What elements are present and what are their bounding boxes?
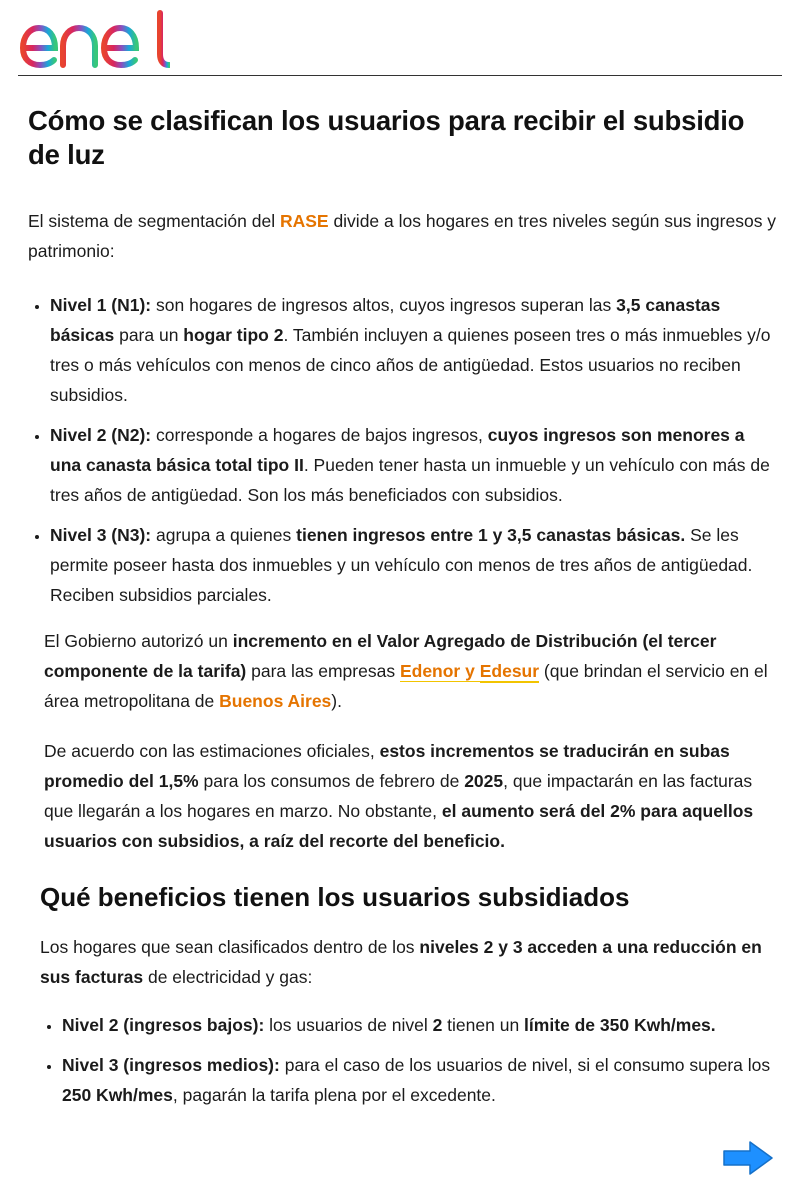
arrow-right-icon: [722, 1140, 774, 1176]
buenos-aires-link[interactable]: Buenos Aires: [219, 691, 332, 711]
next-arrow-button[interactable]: [722, 1140, 774, 1181]
benefit-item-1: • Nivel 2 (ingresos bajos): los usuarios de nivel 2 tienen un límite de 350 Kwh/mes.: [62, 1010, 780, 1040]
rase-link[interactable]: RASE: [279, 211, 329, 231]
enel-logo[interactable]: [18, 8, 170, 68]
levels-list: [28, 290, 780, 610]
benefits-heading: Qué beneficios tienen los usuarios subsidiados: [40, 882, 630, 912]
benefits-list: [40, 1010, 780, 1110]
intro-paragraph: El sistema de segmentación del RASE divide a los hogares en tres niveles según sus ingresos y patrimonio:: [28, 211, 777, 261]
edenor-link[interactable]: Edenor: [399, 661, 461, 681]
level-item-1: • Nivel 1 (N1): son hogares de ingresos altos, cuyos ingresos superan las 3,5 canastas básicas para un hogar tipo 2. También incluyen a quienes poseen tres o más inmuebles y/o tres o más vehículos con menos de cinco años de antigüedad. Estos usuarios no reciben subsidios.: [50, 290, 780, 410]
benefit-item-2: • Nivel 3 (ingresos medios): para el caso de los usuarios de nivel, si el consumo supera los 250 Kwh/mes, pagarán la tarifa plena por el excedente.: [62, 1050, 780, 1110]
edesur-link[interactable]: Edesur: [479, 661, 540, 681]
article: [28, 104, 780, 1120]
article-title: Cómo se clasifican los usuarios para recibir el subsidio de luz: [28, 105, 745, 170]
header: [18, 8, 782, 76]
level-item-2: • Nivel 2 (N2): corresponde a hogares de bajos ingresos, cuyos ingresos son menores a una canasta básica total tipo II. Pueden tener hasta un inmueble y un vehículo con más de tres años de antigüedad. Son los más beneficiados con subsidios.: [50, 420, 780, 510]
government-paragraph: El Gobierno autorizó un incremento en el Valor Agregado de Distribución (el tercer componente de la tarifa) para las empresas Edenor y Edesur (que brindan el servicio en el área metropolitana de Buenos Aires).: [44, 631, 768, 711]
estimates-paragraph: De acuerdo con las estimaciones oficiales, estos incrementos se traducirán en subas promedio del 1,5% para los consumos de febrero de 2025, que impactarán en las facturas que llegarán a los hogares en marzo. No obstante, el aumento será del 2% para aquellos usuarios con subsidios, a raíz del recorte del beneficio.: [44, 741, 754, 851]
level-item-3: • Nivel 3 (N3): agrupa a quienes tienen ingresos entre 1 y 3,5 canastas básicas. Se les permite poseer hasta dos inmuebles y un vehículo con menos de tres años de antigüedad. Reciben subsidios parciales.: [50, 520, 780, 610]
households-paragraph: Los hogares que sean clasificados dentro de los niveles 2 y 3 acceden a una reducción en sus facturas de electricidad y gas:: [40, 937, 762, 987]
